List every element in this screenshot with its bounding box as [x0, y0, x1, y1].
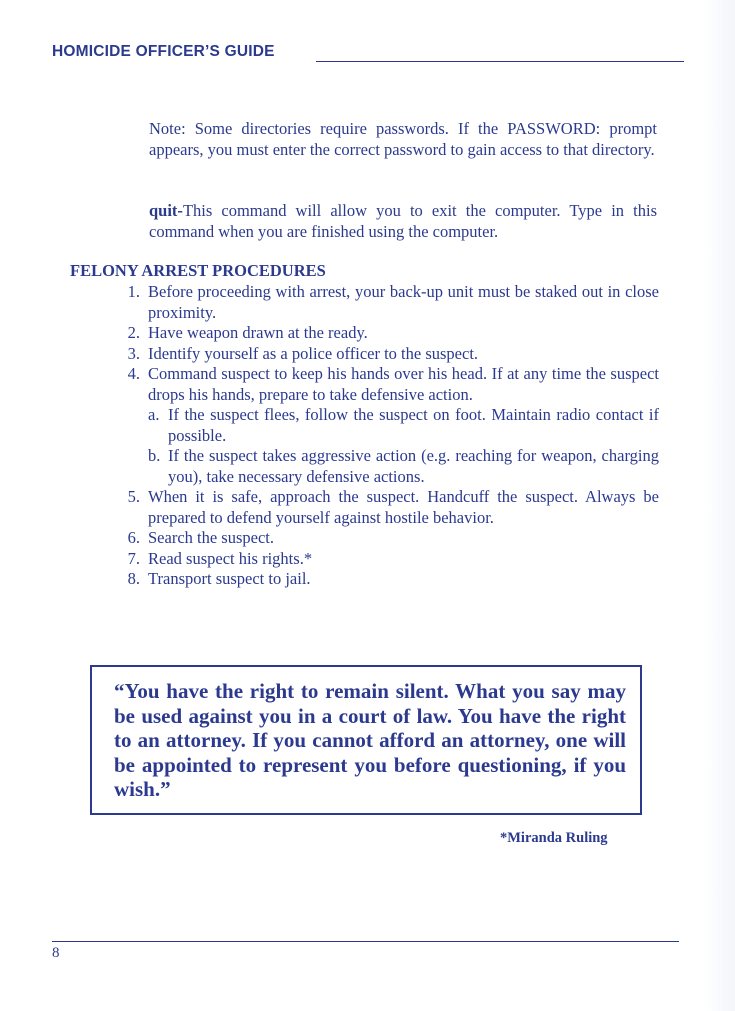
step-item — [114, 487, 659, 528]
page-header — [52, 42, 684, 66]
step-item — [114, 364, 659, 487]
step-text: Identify yourself as a police officer to the suspect. — [148, 343, 479, 363]
step-item — [114, 344, 659, 365]
step-item — [114, 528, 659, 549]
step-number: 4. — [127, 364, 140, 383]
quit-command-name: quit- — [149, 201, 183, 220]
step-number: 6. — [127, 528, 140, 547]
header-rule — [316, 61, 684, 62]
page-edge-shadow — [705, 0, 735, 1011]
quit-command-text: This command will allow you to exit the computer. Type in this command when you are finished using the computer. — [149, 201, 657, 241]
step-item — [114, 569, 659, 590]
step-text: Command suspect to keep his hands over his head. If at any time the suspect drops his hands, prepare to take defensive action. — [148, 364, 659, 404]
substep-text: If the suspect takes aggressive action (e.g. reaching for weapon, charging you), take necessary defensive actions. — [168, 446, 659, 486]
step-item — [114, 549, 659, 570]
miranda-rights-quote: “You have the right to remain silent. What you say may be used against you in a court of law. You have the right to an attorney. If you cannot afford an attorney, one will be appointed to represent you before questioning, if you wish.” — [114, 679, 626, 801]
step-text: Before proceeding with arrest, your back-up unit must be staked out in close proximity. — [148, 282, 659, 322]
step-4-substeps — [148, 405, 659, 487]
step-number: 8. — [127, 569, 140, 588]
page-number: 8 — [52, 945, 60, 961]
felony-arrest-heading: FELONY ARREST PROCEDURES — [70, 261, 326, 280]
step-number: 5. — [127, 487, 140, 506]
felony-arrest-steps — [114, 282, 659, 590]
step-number: 7. — [127, 548, 140, 568]
substep-text: If the suspect flees, follow the suspect on foot. Maintain radio contact if possible. — [168, 405, 659, 445]
step-number: 2. — [127, 323, 140, 342]
step-text: Search the suspect. — [148, 528, 274, 547]
miranda-rights-box — [90, 665, 642, 815]
substep-item — [148, 446, 659, 487]
step-item — [114, 282, 659, 323]
substep-item — [148, 405, 659, 446]
step-text: Read suspect his rights.* — [148, 548, 313, 568]
quit-command-description — [149, 200, 657, 242]
header-title: HOMICIDE OFFICER’S GUIDE — [52, 43, 275, 60]
substep-letter: b. — [148, 446, 161, 465]
footer-rule — [52, 941, 679, 942]
substep-letter: a. — [148, 405, 160, 424]
step-number: 1. — [127, 282, 140, 301]
step-text: When it is safe, approach the suspect. Handcuff the suspect. Always be prepared to defend yourself against hostile behavior. — [148, 487, 659, 527]
password-note: Note: Some directories require passwords. If the PASSWORD: prompt appears, you must enter the correct password to gain access to that directory. — [149, 119, 657, 159]
miranda-footnote: *Miranda Ruling — [500, 830, 608, 846]
step-text: Have weapon drawn at the ready. — [148, 323, 368, 342]
step-number: 3. — [127, 343, 140, 363]
step-text: Transport suspect to jail. — [148, 569, 311, 588]
step-item — [114, 323, 659, 344]
